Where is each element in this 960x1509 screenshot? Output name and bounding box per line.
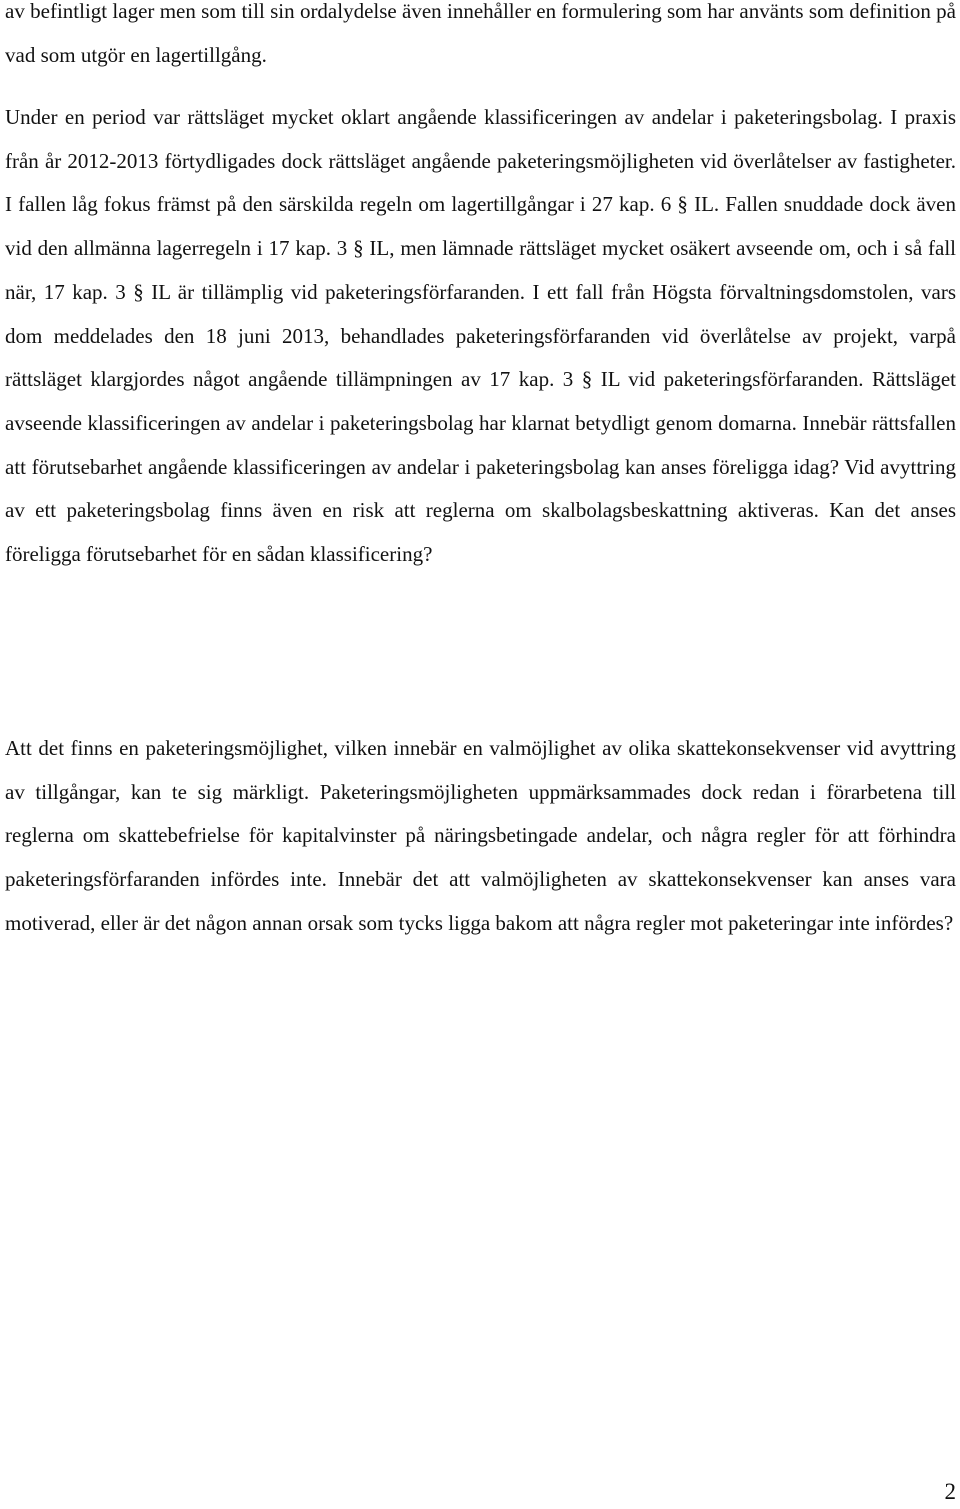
paragraph-valmojlighet: Att det finns en paketeringsmöjlighet, vilken innebär en valmöjlighet av olika skattekonsekvenser vid avyttring av tillgångar, kan te sig märkligt. Paketeringsmöjligheten uppmärksammades dock redan i förarbetena till reglerna om skattebefrielse för kapitalvinster på näringsbetingade andelar, och några regler för att förhindra paketeringsförfaranden infördes inte. Innebär det att valmöjligheten av skattekonsekvenser kan anses vara motiverad, eller är det någon annan orsak som tycks ligga bakom att några regler mot paketeringar inte infördes?	[5, 736, 956, 935]
paragraph-paketering-rattslage: Under en period var rättsläget mycket oklart angående klassificeringen av andelar i paketeringsbolag. I praxis från år 2012-2013 förtydligades dock rättsläget angående paketeringsmöjligheten vid överlåtelser av fastigheter. I fallen låg fokus främst på den särskilda regeln om lagertillgångar i 27 kap. 6 § IL. Fallen snuddade dock även vid den allmänna lagerregeln i 17 kap. 3 § IL, men lämnade rättsläget mycket osäkert avseende om, och i så fall när, 17 kap. 3 § IL är tillämplig vid paketeringsförfaranden. I ett fall från Högsta förvaltningsdomstolen, vars dom meddelades den 18 juni 2013, behandlades paketeringsförfaranden vid överlåtelse av projekt, varpå rättsläget klargjordes något angående tillämpningen av 17 kap. 3 § IL vid paketeringsförfaranden. Rättsläget avseende klassificeringen av andelar i paketeringsbolag har klarnat betydligt genom domarna. Innebär rättsfallen att förutsebarhet angående klassificeringen av andelar i paketeringsbolag kan anses föreligga idag? Vid avyttring av ett paketeringsbolag finns även en risk att reglerna om skalbolagsbeskattning aktiveras. Kan det anses föreligga förutsebarhet för en sådan klassificering?	[5, 105, 956, 567]
paragraph-continuation: av befintligt lager men som till sin ordalydelse även innehåller en formulering som har använts som definition på vad som utgör en lagertillgång.	[5, 0, 956, 67]
page-number: 2	[944, 1479, 956, 1504]
